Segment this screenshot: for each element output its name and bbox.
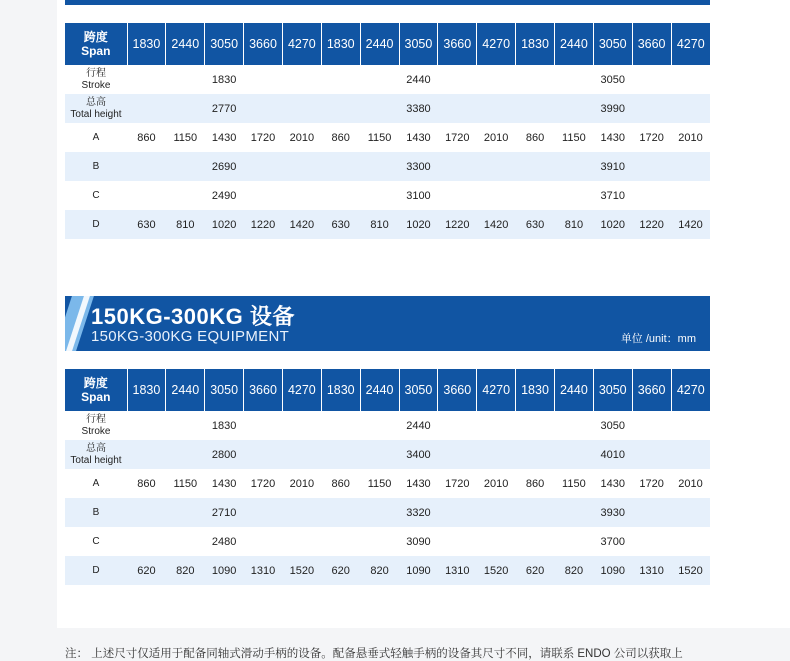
table-cell: 2010 (289, 477, 315, 490)
span-value: 1830 (516, 23, 555, 65)
merged-cell: 1830 (211, 73, 237, 86)
span-value: 2440 (166, 369, 205, 411)
table-cell: 1220 (632, 210, 671, 239)
span-value: 2440 (360, 23, 399, 65)
merged-cell: 3300 (321, 152, 515, 181)
merged-cell: 3100 (406, 189, 431, 202)
table-cell: 820 (360, 556, 399, 585)
span-value: 3660 (438, 23, 477, 65)
span-value: 2440 (166, 23, 205, 65)
table-header-row (65, 23, 710, 65)
table-cell: 2010 (678, 131, 703, 144)
span-value: 4270 (477, 23, 516, 65)
table-cell: 1520 (671, 556, 710, 585)
stroke-row (65, 411, 710, 440)
table-cell: 860 (137, 477, 156, 490)
span-value: 3660 (244, 369, 283, 411)
row-label-height: 总高 Total height (65, 94, 127, 123)
table-cell: 860 (331, 477, 350, 490)
table-cell: 1720 (445, 477, 470, 490)
table-cell: 1430 (211, 131, 237, 144)
table-cell: 2010 (483, 131, 509, 144)
span-value: 3660 (438, 369, 477, 411)
row-label-b: B (65, 152, 127, 181)
table-cell: 1310 (244, 556, 283, 585)
table-cell: 1150 (562, 131, 586, 144)
merged-cell: 3320 (321, 498, 515, 527)
table-header-row (65, 369, 710, 411)
b-row (65, 152, 710, 181)
table-cell: 620 (127, 556, 166, 585)
table-cell: 630 (127, 210, 166, 239)
merged-cell: 2440 (406, 73, 431, 86)
table-cell: 1090 (399, 556, 438, 585)
span-value: 3050 (399, 23, 438, 65)
table-cell: 820 (166, 556, 205, 585)
table-cell: 1150 (173, 131, 198, 144)
merged-cell: 2690 (127, 152, 321, 181)
row-label-d: D (65, 210, 127, 239)
table-cell: 820 (554, 556, 593, 585)
c-row (65, 181, 710, 210)
merged-cell: 3700 (600, 535, 626, 548)
table-cell: 1420 (477, 210, 516, 239)
a-row (65, 123, 710, 152)
span-value: 1830 (516, 369, 555, 411)
merged-cell: 3090 (406, 535, 431, 548)
b-row (65, 498, 710, 527)
section-banner (65, 296, 710, 351)
span-value: 1830 (321, 23, 360, 65)
table-cell: 1720 (250, 131, 276, 144)
span-value: 3050 (399, 369, 438, 411)
height-row (65, 94, 710, 123)
table-cell: 630 (516, 210, 555, 239)
table-cell: 1430 (211, 477, 237, 490)
span-value: 3660 (632, 23, 671, 65)
table-cell: 860 (137, 131, 156, 144)
table-cell: 810 (360, 210, 399, 239)
span-value: 1830 (321, 369, 360, 411)
table-cell: 1150 (562, 477, 586, 490)
table-cell: 1020 (399, 210, 438, 239)
table-cell: 1520 (282, 556, 321, 585)
table-cell: 1430 (600, 477, 625, 490)
row-label-stroke: 行程 Stroke (81, 413, 111, 437)
span-value: 3660 (244, 23, 283, 65)
merged-cell: 3930 (516, 498, 710, 527)
table-cell: 2010 (289, 131, 315, 144)
table-cell: 1420 (671, 210, 710, 239)
table-cell: 1720 (639, 477, 664, 490)
merged-cell: 2800 (127, 440, 321, 469)
table-cell: 2010 (678, 477, 703, 490)
table-cell: 1430 (406, 131, 431, 144)
table-cell: 1220 (438, 210, 477, 239)
unit-label: 单位 /unit：mm (620, 333, 696, 345)
a-row (65, 469, 710, 498)
section-title: 150KG-300KG 设备 (91, 304, 295, 329)
table-cell: 810 (166, 210, 205, 239)
spec-table-2 (65, 369, 710, 585)
table-cell: 860 (525, 131, 545, 144)
table-cell: 1090 (593, 556, 632, 585)
spec-table-1 (65, 23, 710, 239)
stroke-row (65, 65, 710, 94)
c-row (65, 527, 710, 556)
row-label-stroke: 行程 Stroke (81, 67, 111, 91)
merged-cell: 2710 (127, 498, 321, 527)
section-subtitle: 150KG-300KG EQUIPMENT (91, 328, 290, 345)
table-cell: 620 (516, 556, 555, 585)
table-cell: 1430 (600, 131, 625, 144)
merged-cell: 2770 (127, 94, 321, 123)
span-value: 4270 (282, 23, 321, 65)
table-cell: 1150 (367, 477, 392, 490)
merged-cell: 4010 (516, 440, 710, 469)
span-value: 4270 (282, 369, 321, 411)
table-cell: 1310 (632, 556, 671, 585)
table-cell: 1020 (205, 210, 244, 239)
table-cell: 1150 (173, 477, 198, 490)
merged-cell: 3400 (321, 440, 515, 469)
row-label-b: B (65, 498, 127, 527)
height-row (65, 440, 710, 469)
span-value: 3050 (205, 369, 244, 411)
table-cell: 1520 (477, 556, 516, 585)
table-cell: 860 (331, 131, 350, 144)
d-row (65, 556, 710, 585)
table-cell: 1720 (445, 131, 470, 144)
footnote: 注： 上述尺寸仅适用于配备同轴式滑动手柄的设备。配备悬垂式轻触手柄的设备其尺寸不同，请联系 ENDO 公司以获取上 (65, 648, 683, 660)
merged-cell: 2480 (211, 535, 237, 548)
table-cell: 1220 (244, 210, 283, 239)
span-value: 3050 (593, 369, 632, 411)
row-label-height: 总高 Total height (65, 440, 127, 469)
table-cell: 1720 (639, 131, 664, 144)
span-value: 2440 (554, 369, 593, 411)
table-cell: 810 (554, 210, 593, 239)
span-value: 2440 (554, 23, 593, 65)
span-value: 4270 (671, 23, 710, 65)
merged-cell: 3990 (516, 94, 710, 123)
merged-cell: 3050 (600, 73, 626, 86)
table-cell: 1020 (593, 210, 632, 239)
table-cell: 1430 (406, 477, 431, 490)
span-value: 2440 (360, 369, 399, 411)
row-label-a: A (92, 131, 100, 143)
table-cell: 1310 (438, 556, 477, 585)
span-value: 4270 (477, 369, 516, 411)
table-cell: 2010 (483, 477, 509, 490)
span-value: 1830 (127, 23, 166, 65)
merged-cell: 3910 (516, 152, 710, 181)
row-label-c: C (92, 189, 100, 201)
merged-cell: 2490 (211, 189, 237, 202)
merged-cell: 3050 (600, 419, 626, 432)
span-value: 3050 (593, 23, 632, 65)
merged-cell: 3380 (321, 94, 515, 123)
table-cell: 860 (525, 477, 545, 490)
table-cell: 620 (321, 556, 360, 585)
d-row (65, 210, 710, 239)
span-value: 1830 (127, 369, 166, 411)
span-header: 跨度 Span (65, 23, 127, 65)
merged-cell: 1830 (211, 419, 237, 432)
table-cell: 1090 (205, 556, 244, 585)
table-cell: 1720 (250, 477, 276, 490)
span-value: 4270 (671, 369, 710, 411)
row-label-c: C (92, 535, 100, 547)
row-label-a: A (92, 477, 100, 489)
previous-section-banner-edge (65, 0, 710, 5)
table-cell: 630 (321, 210, 360, 239)
span-header: 跨度 Span (65, 369, 127, 411)
span-value: 3050 (205, 23, 244, 65)
row-label-d: D (65, 556, 127, 585)
span-value: 3660 (632, 369, 671, 411)
merged-cell: 3710 (600, 189, 626, 202)
table-cell: 1150 (367, 131, 392, 144)
table-cell: 1420 (282, 210, 321, 239)
merged-cell: 2440 (406, 419, 431, 432)
